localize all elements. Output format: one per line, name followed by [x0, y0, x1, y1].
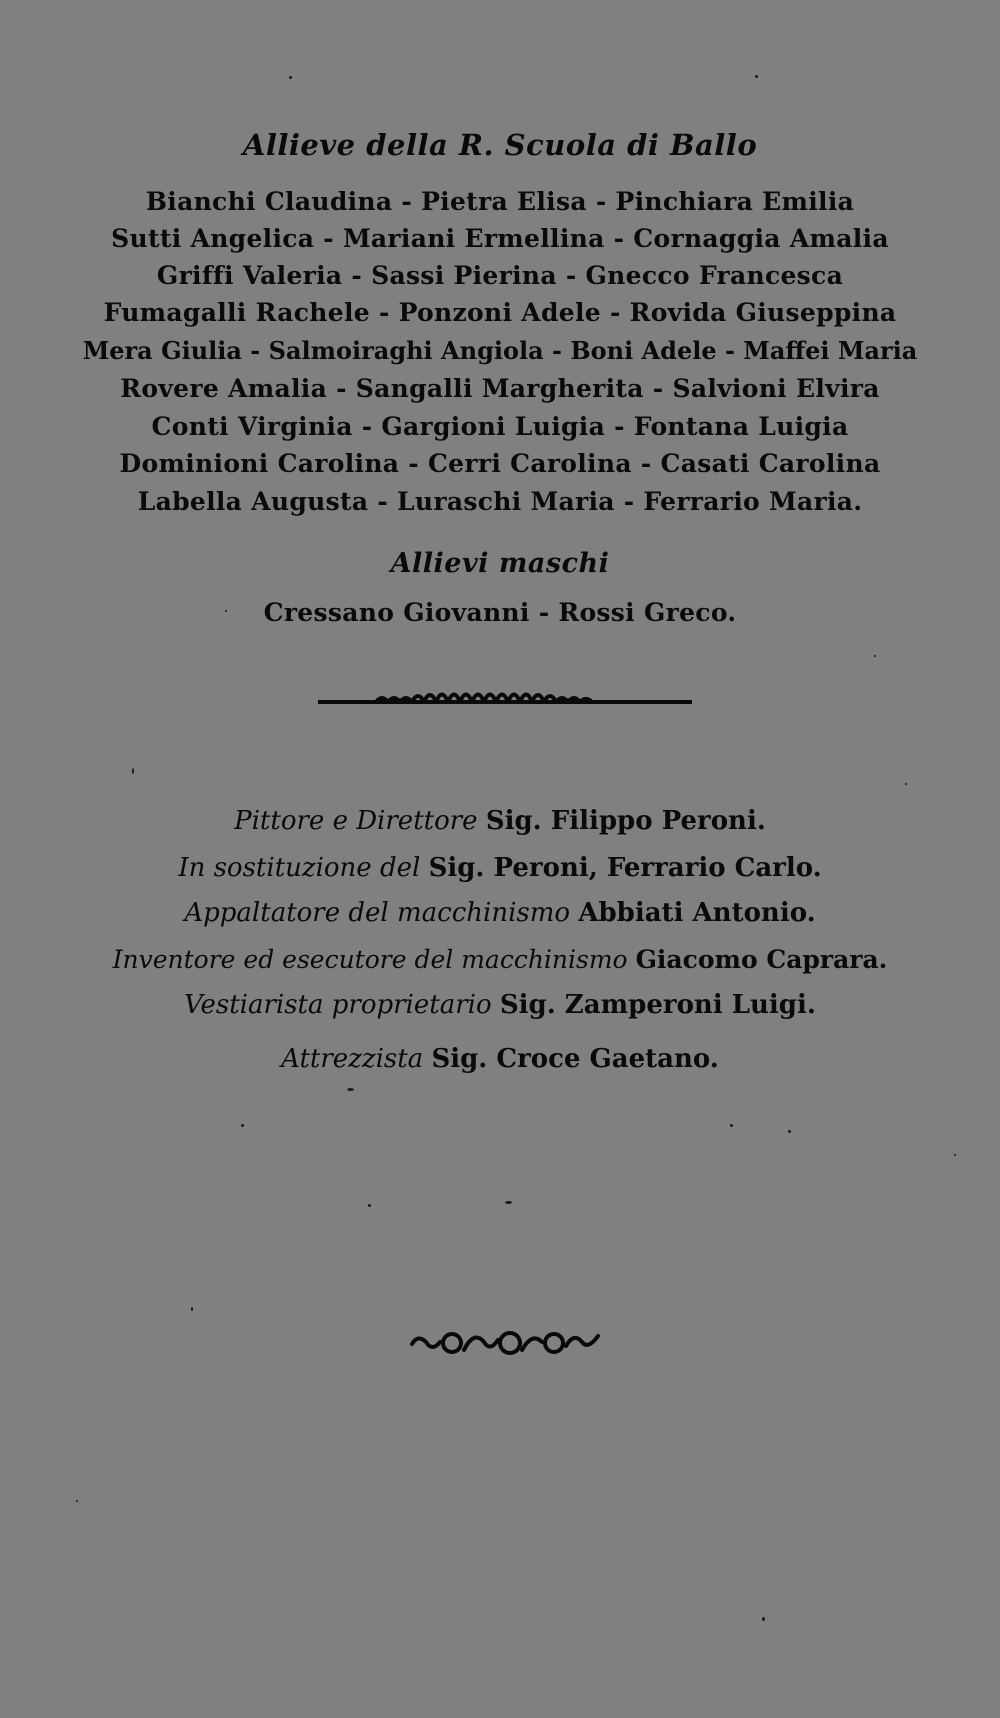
female-students-heading: Allieve della R. Scuola di Ballo: [242, 128, 758, 162]
name-line: Dominioni Carolina - Cerri Carolina - Casati Carolina: [119, 449, 881, 478]
credit-line: [0, 945, 1000, 974]
credit-line: [0, 898, 1000, 928]
paper-speck: [132, 768, 134, 774]
credit-role: Vestiarista proprietario: [184, 990, 492, 1020]
credit-role: Inventore ed esecutore del macchinismo: [112, 945, 628, 974]
paper-speck: [762, 1617, 765, 1621]
male-students-heading: Allievi maschi: [390, 548, 610, 579]
name-line: Mera Giulia - Salmoiraghi Angiola - Boni Adele - Maffei Maria: [82, 336, 918, 365]
credit-line: [0, 1044, 1000, 1074]
paper-speck: [905, 783, 907, 785]
credit-person: Abbiati Antonio.: [578, 898, 816, 928]
tailpiece-ornament: [408, 1326, 604, 1360]
name-line: Labella Augusta - Luraschi Maria - Ferrario Maria.: [137, 487, 863, 516]
credit-person: Giacomo Caprara.: [635, 945, 888, 974]
name-line: Conti Virginia - Gargioni Luigia - Fontana Luigia: [151, 412, 849, 441]
credit-person: Sig. Croce Gaetano.: [431, 1044, 719, 1074]
paper-speck: [505, 1201, 512, 1204]
credit-person: Sig. Filippo Peroni.: [485, 806, 766, 836]
wavy-divider-ornament: [318, 683, 692, 713]
credit-person: Sig. Peroni, Ferrario Carlo.: [428, 853, 822, 883]
paper-speck: [241, 1124, 244, 1127]
credit-role: Appaltatore del macchinismo: [184, 898, 571, 928]
paper-speck: [368, 1204, 371, 1207]
credit-role: In sostituzione del: [178, 853, 421, 883]
paper-speck: [191, 1307, 193, 1311]
credit-line: [0, 806, 1000, 836]
paper-speck: [788, 1130, 791, 1133]
paper-speck: [347, 1088, 354, 1091]
paper-speck: [954, 1154, 956, 1156]
credit-line: [0, 990, 1000, 1020]
paper-speck: [755, 75, 758, 78]
paper-speck: [730, 1124, 733, 1127]
name-line: Sutti Angelica - Mariani Ermellina - Cornaggia Amalia: [111, 224, 889, 253]
name-line: Cressano Giovanni - Rossi Greco.: [263, 598, 737, 627]
paper-speck: [289, 76, 292, 79]
credit-role: Attrezzista: [281, 1044, 424, 1074]
paper-speck: [225, 610, 227, 612]
credit-role: Pittore e Direttore: [234, 806, 478, 836]
paper-speck: [874, 655, 876, 657]
name-line: Griffi Valeria - Sassi Pierina - Gnecco Francesca: [156, 261, 844, 290]
credit-person: Sig. Zamperoni Luigi.: [499, 990, 816, 1020]
name-line: Fumagalli Rachele - Ponzoni Adele - Rovida Giuseppina: [103, 298, 897, 327]
name-line: Rovere Amalia - Sangalli Margherita - Salvioni Elvira: [120, 374, 880, 403]
name-line: Bianchi Claudina - Pietra Elisa - Pinchiara Emilia: [145, 187, 855, 216]
credit-line: [0, 853, 1000, 883]
paper-speck: [76, 1500, 78, 1502]
